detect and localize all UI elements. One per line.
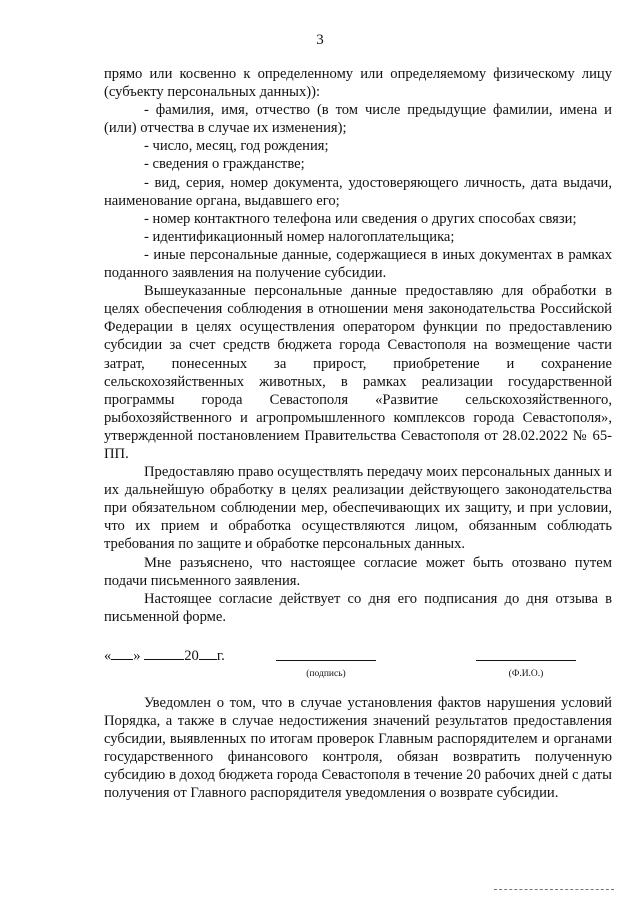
list-item: - вид, серия, номер документа, удостоверяющего личность, дата выдачи, наименование органа, выдавшего его; [104, 174, 612, 209]
list-item: - сведения о гражданстве; [144, 156, 305, 173]
list-item: - фамилия, имя, отчество (в том числе предыдущие фамилии, имена и (или) отчества в случае их изменения); [104, 102, 612, 137]
validity-paragraph: Настоящее согласие действует со дня его подписания до дня отзыва в письменной форме. [104, 590, 612, 625]
day-blank[interactable] [111, 645, 133, 660]
year-suffix: г. [216, 648, 225, 664]
year-prefix: 20 [184, 648, 199, 664]
signature-caption: (подпись) [306, 669, 346, 679]
list-item: - идентификационный номер налогоплательщика; [144, 228, 455, 245]
name-caption: (Ф.И.О.) [508, 669, 544, 679]
year-blank[interactable] [199, 645, 217, 660]
revocation-paragraph: Мне разъяснено, что настоящее согласие может быть отозвано путем подачи письменного заявления. [104, 554, 612, 589]
refund-notice [104, 694, 612, 803]
signature-row [104, 645, 612, 685]
intro-paragraph: прямо или косвенно к определенному или определяемому физическому лицу (субъекту персональных данных)): [104, 66, 612, 101]
list-item: - число, месяц, год рождения; [144, 138, 329, 155]
consent-body [104, 65, 612, 626]
scan-edge-mark [494, 889, 614, 890]
list-item: - номер контактного телефона или сведения о других способах связи; [144, 210, 577, 227]
page-number: 3 [316, 32, 324, 48]
date-field[interactable] [104, 645, 225, 665]
close-quote: » [133, 648, 141, 664]
purpose-paragraph: Вышеуказанные персональные данные предоставляю для обработки в целях обеспечения соблюдения в отношении меня законодательства Российской Федерации в целях осуществления оператором функции по предоставлению субсидии за счет средств бюджета города Севастополя на возмещение части затрат, понесенных за прирост, приобретение и сохранение сельскохозяйственных животных, в рамках реализации государственной программы города Севастополя «Развитие сельскохозяйственного, рыбохозяйственного и агропромышленного комплексов города Севастополя», утвержденной постановлением Правительства Севастополя от 28.02.2022 № 65-ПП. [104, 283, 612, 462]
transfer-paragraph: Предоставляю право осуществлять передачу моих персональных данных и их дальнейшую обработку в целях реализации действующего законодательства при обязательном соблюдении мер, обеспечивающих их защиту, и при условии, что их прием и обработка осуществляются лицом, обязанным соблюдать требования по защите и обработке персональных данных. [104, 464, 612, 553]
name-line[interactable] [476, 660, 576, 661]
month-blank[interactable] [144, 645, 184, 660]
notice-paragraph: Уведомлен о том, что в случае установления фактов нарушения условий Порядка, а также в случае недостижения значений результатов предоставления субсидии, выявленных по итогам проверок Главным распорядителем и органами государственного финансового контроля, обязан возвратить полученную субсидию в доход бюджета города Севастополя в течение 20 рабочих дней с даты получения от Главного распорядителя уведомления о возврате субсидии. [104, 695, 612, 802]
signature-line[interactable] [276, 660, 376, 661]
open-quote: « [104, 648, 112, 664]
list-item: - иные персональные данные, содержащиеся в иных документах в рамках поданного заявления на получение субсидии. [104, 246, 612, 282]
